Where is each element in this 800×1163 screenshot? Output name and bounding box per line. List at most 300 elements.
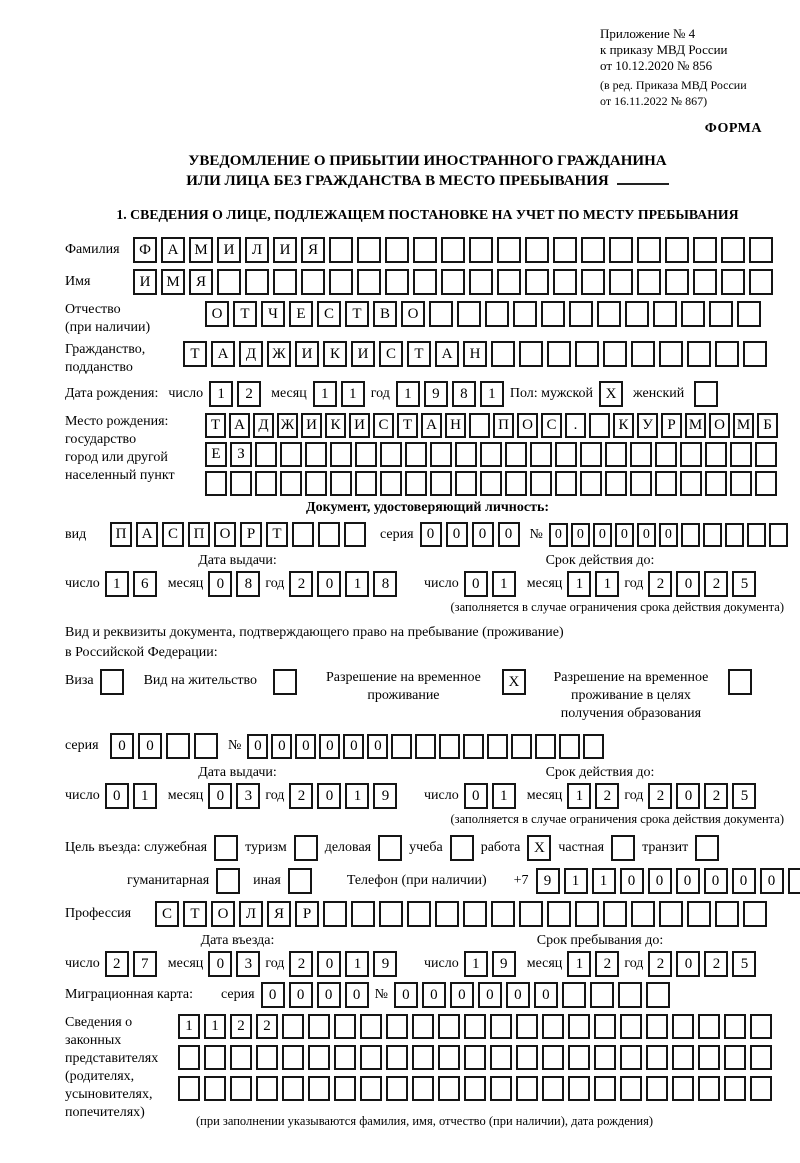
profession-cells[interactable] <box>155 901 767 927</box>
char-cell[interactable] <box>724 1076 746 1101</box>
char-cell[interactable]: 0 <box>464 783 488 809</box>
char-cell[interactable]: 1 <box>564 868 588 894</box>
char-cell[interactable] <box>429 301 453 327</box>
char-cell[interactable] <box>386 1014 408 1039</box>
char-cell[interactable]: В <box>373 301 397 327</box>
char-cell[interactable] <box>575 901 599 927</box>
char-cell[interactable]: 0 <box>110 733 134 759</box>
char-cell[interactable]: М <box>161 269 185 295</box>
char-cell[interactable]: 1 <box>341 381 365 407</box>
char-cell[interactable]: Т <box>233 301 257 327</box>
char-cell[interactable] <box>575 341 599 367</box>
char-cell[interactable]: И <box>349 413 370 438</box>
char-cell[interactable] <box>698 1076 720 1101</box>
char-cell[interactable] <box>405 471 427 496</box>
char-cell[interactable]: П <box>110 522 132 547</box>
char-cell[interactable] <box>750 1014 772 1039</box>
char-cell[interactable] <box>511 734 532 759</box>
char-cell[interactable] <box>555 442 577 467</box>
doc-valid-month-cells[interactable] <box>567 571 619 597</box>
char-cell[interactable] <box>698 1014 720 1039</box>
char-cell[interactable]: 8 <box>373 571 397 597</box>
char-cell[interactable]: Е <box>289 301 313 327</box>
char-cell[interactable]: К <box>323 341 347 367</box>
char-cell[interactable] <box>469 413 490 438</box>
char-cell[interactable] <box>469 269 493 295</box>
char-cell[interactable] <box>542 1045 564 1070</box>
char-cell[interactable] <box>305 442 327 467</box>
rvp-valid-month-cells[interactable] <box>567 783 619 809</box>
char-cell[interactable]: 2 <box>704 951 728 977</box>
char-cell[interactable] <box>694 381 718 407</box>
char-cell[interactable] <box>646 1076 668 1101</box>
char-cell[interactable] <box>441 237 465 263</box>
char-cell[interactable]: Н <box>445 413 466 438</box>
char-cell[interactable] <box>609 269 633 295</box>
char-cell[interactable] <box>282 1045 304 1070</box>
char-cell[interactable] <box>329 269 353 295</box>
entry-month-cells[interactable] <box>208 951 260 977</box>
char-cell[interactable]: С <box>162 522 184 547</box>
char-cell[interactable]: 0 <box>446 522 468 547</box>
char-cell[interactable] <box>625 301 649 327</box>
char-cell[interactable] <box>469 237 493 263</box>
char-cell[interactable] <box>637 237 661 263</box>
rvp-issue-year-cells[interactable] <box>289 783 397 809</box>
char-cell[interactable] <box>737 301 761 327</box>
char-cell[interactable]: 2 <box>289 783 313 809</box>
char-cell[interactable]: 0 <box>367 734 388 759</box>
char-cell[interactable] <box>194 733 218 759</box>
char-cell[interactable] <box>516 1014 538 1039</box>
char-cell[interactable] <box>230 1045 252 1070</box>
char-cell[interactable] <box>703 523 722 547</box>
char-cell[interactable] <box>438 1045 460 1070</box>
char-cell[interactable] <box>568 1045 590 1070</box>
char-cell[interactable]: 7 <box>133 951 157 977</box>
char-cell[interactable] <box>230 471 252 496</box>
char-cell[interactable] <box>505 471 527 496</box>
char-cell[interactable] <box>480 471 502 496</box>
char-cell[interactable]: Т <box>205 413 226 438</box>
char-cell[interactable] <box>541 301 565 327</box>
char-cell[interactable] <box>631 341 655 367</box>
char-cell[interactable] <box>681 301 705 327</box>
char-cell[interactable] <box>166 733 190 759</box>
char-cell[interactable] <box>788 868 800 894</box>
char-cell[interactable] <box>655 442 677 467</box>
char-cell[interactable]: 2 <box>704 571 728 597</box>
char-cell[interactable] <box>530 442 552 467</box>
char-cell[interactable]: А <box>421 413 442 438</box>
char-cell[interactable] <box>594 1076 616 1101</box>
char-cell[interactable] <box>555 471 577 496</box>
char-cell[interactable]: 5 <box>732 951 756 977</box>
char-cell[interactable] <box>681 523 700 547</box>
char-cell[interactable]: 0 <box>506 982 530 1008</box>
char-cell[interactable] <box>525 269 549 295</box>
char-cell[interactable] <box>205 471 227 496</box>
temp-residence-edu-checkbox[interactable] <box>728 669 752 695</box>
char-cell[interactable]: X <box>599 381 623 407</box>
char-cell[interactable] <box>705 471 727 496</box>
char-cell[interactable] <box>380 442 402 467</box>
char-cell[interactable]: А <box>435 341 459 367</box>
char-cell[interactable] <box>580 442 602 467</box>
char-cell[interactable] <box>282 1014 304 1039</box>
char-cell[interactable] <box>730 471 752 496</box>
char-cell[interactable]: X <box>527 835 551 861</box>
sex-male-checkbox[interactable] <box>599 381 623 407</box>
char-cell[interactable] <box>273 669 297 695</box>
birth-year-cells[interactable] <box>396 381 504 407</box>
stay-month-cells[interactable] <box>567 951 619 977</box>
char-cell[interactable] <box>631 901 655 927</box>
char-cell[interactable]: 0 <box>289 982 313 1008</box>
char-cell[interactable]: 1 <box>313 381 337 407</box>
char-cell[interactable] <box>513 301 537 327</box>
char-cell[interactable]: Т <box>266 522 288 547</box>
char-cell[interactable]: 0 <box>317 783 341 809</box>
char-cell[interactable] <box>178 1045 200 1070</box>
char-cell[interactable] <box>386 1076 408 1101</box>
char-cell[interactable] <box>655 471 677 496</box>
char-cell[interactable]: 0 <box>208 951 232 977</box>
char-cell[interactable] <box>245 269 269 295</box>
char-cell[interactable] <box>413 269 437 295</box>
char-cell[interactable] <box>530 471 552 496</box>
char-cell[interactable] <box>214 835 238 861</box>
birthplace-cells-row3[interactable] <box>205 471 778 496</box>
doc-valid-day-cells[interactable] <box>464 571 516 597</box>
char-cell[interactable] <box>715 901 739 927</box>
char-cell[interactable] <box>412 1076 434 1101</box>
char-cell[interactable]: М <box>685 413 706 438</box>
char-cell[interactable] <box>405 442 427 467</box>
char-cell[interactable]: 1 <box>492 571 516 597</box>
char-cell[interactable] <box>581 269 605 295</box>
char-cell[interactable]: 2 <box>105 951 129 977</box>
char-cell[interactable]: М <box>189 237 213 263</box>
char-cell[interactable] <box>505 442 527 467</box>
char-cell[interactable]: И <box>301 413 322 438</box>
purpose-tourism-checkbox[interactable] <box>294 835 318 861</box>
char-cell[interactable]: 2 <box>237 381 261 407</box>
char-cell[interactable]: Ж <box>277 413 298 438</box>
char-cell[interactable] <box>280 471 302 496</box>
mig-series-cells[interactable] <box>261 982 369 1008</box>
birth-month-cells[interactable] <box>313 381 365 407</box>
char-cell[interactable] <box>308 1045 330 1070</box>
char-cell[interactable]: 1 <box>345 783 369 809</box>
char-cell[interactable]: 0 <box>464 571 488 597</box>
purpose-business-checkbox[interactable] <box>378 835 402 861</box>
char-cell[interactable]: 0 <box>271 734 292 759</box>
char-cell[interactable] <box>491 901 515 927</box>
rvp-number-cells[interactable] <box>247 734 604 759</box>
char-cell[interactable] <box>441 269 465 295</box>
char-cell[interactable]: О <box>214 522 236 547</box>
char-cell[interactable]: Л <box>239 901 263 927</box>
char-cell[interactable] <box>351 901 375 927</box>
char-cell[interactable] <box>603 901 627 927</box>
entry-year-cells[interactable] <box>289 951 397 977</box>
char-cell[interactable] <box>705 442 727 467</box>
char-cell[interactable] <box>620 1045 642 1070</box>
char-cell[interactable] <box>687 901 711 927</box>
char-cell[interactable] <box>255 471 277 496</box>
char-cell[interactable] <box>693 269 717 295</box>
char-cell[interactable] <box>568 1076 590 1101</box>
char-cell[interactable] <box>581 237 605 263</box>
char-cell[interactable]: 9 <box>536 868 560 894</box>
char-cell[interactable] <box>412 1045 434 1070</box>
doc-issue-month-cells[interactable] <box>208 571 260 597</box>
char-cell[interactable]: 0 <box>620 868 644 894</box>
char-cell[interactable] <box>611 835 635 861</box>
char-cell[interactable] <box>308 1076 330 1101</box>
visa-checkbox[interactable] <box>100 669 124 695</box>
char-cell[interactable] <box>597 301 621 327</box>
char-cell[interactable] <box>603 341 627 367</box>
char-cell[interactable] <box>323 901 347 927</box>
char-cell[interactable]: Т <box>183 341 207 367</box>
char-cell[interactable]: Т <box>345 301 369 327</box>
char-cell[interactable] <box>412 1014 434 1039</box>
char-cell[interactable]: 0 <box>704 868 728 894</box>
char-cell[interactable] <box>755 442 777 467</box>
char-cell[interactable] <box>334 1045 356 1070</box>
char-cell[interactable]: И <box>133 269 157 295</box>
char-cell[interactable]: Н <box>463 341 487 367</box>
char-cell[interactable]: О <box>517 413 538 438</box>
char-cell[interactable] <box>380 471 402 496</box>
char-cell[interactable] <box>490 1076 512 1101</box>
char-cell[interactable]: 8 <box>236 571 260 597</box>
char-cell[interactable] <box>743 341 767 367</box>
char-cell[interactable]: С <box>379 341 403 367</box>
char-cell[interactable]: 0 <box>659 523 678 547</box>
char-cell[interactable]: 0 <box>472 522 494 547</box>
char-cell[interactable]: Ч <box>261 301 285 327</box>
char-cell[interactable]: И <box>273 237 297 263</box>
char-cell[interactable] <box>687 341 711 367</box>
char-cell[interactable] <box>519 901 543 927</box>
char-cell[interactable]: 1 <box>567 783 591 809</box>
char-cell[interactable]: Б <box>757 413 778 438</box>
char-cell[interactable] <box>646 1045 668 1070</box>
char-cell[interactable] <box>255 442 277 467</box>
char-cell[interactable]: О <box>205 301 229 327</box>
char-cell[interactable] <box>480 442 502 467</box>
char-cell[interactable]: А <box>229 413 250 438</box>
citizenship-cells[interactable] <box>183 341 767 367</box>
stay-day-cells[interactable] <box>464 951 516 977</box>
char-cell[interactable] <box>379 901 403 927</box>
char-cell[interactable] <box>280 442 302 467</box>
char-cell[interactable] <box>637 269 661 295</box>
char-cell[interactable] <box>721 269 745 295</box>
char-cell[interactable]: 0 <box>676 868 700 894</box>
char-cell[interactable]: Я <box>267 901 291 927</box>
char-cell[interactable]: Т <box>397 413 418 438</box>
char-cell[interactable] <box>344 522 366 547</box>
char-cell[interactable] <box>329 237 353 263</box>
char-cell[interactable] <box>491 341 515 367</box>
char-cell[interactable] <box>769 523 788 547</box>
char-cell[interactable] <box>204 1076 226 1101</box>
char-cell[interactable]: У <box>637 413 658 438</box>
char-cell[interactable]: 0 <box>317 982 341 1008</box>
char-cell[interactable]: И <box>351 341 375 367</box>
char-cell[interactable] <box>217 269 241 295</box>
char-cell[interactable]: 0 <box>571 523 590 547</box>
representatives-cells-row3[interactable] <box>178 1076 772 1101</box>
char-cell[interactable]: О <box>709 413 730 438</box>
char-cell[interactable]: Т <box>407 341 431 367</box>
char-cell[interactable] <box>294 835 318 861</box>
char-cell[interactable] <box>204 1045 226 1070</box>
char-cell[interactable] <box>535 734 556 759</box>
char-cell[interactable]: 1 <box>204 1014 226 1039</box>
char-cell[interactable]: 0 <box>593 523 612 547</box>
char-cell[interactable]: 1 <box>492 783 516 809</box>
purpose-official-checkbox[interactable] <box>214 835 238 861</box>
char-cell[interactable]: 0 <box>420 522 442 547</box>
purpose-humanitarian-checkbox[interactable] <box>216 868 240 894</box>
char-cell[interactable] <box>568 1014 590 1039</box>
char-cell[interactable] <box>659 341 683 367</box>
purpose-other-checkbox[interactable] <box>288 868 312 894</box>
char-cell[interactable] <box>569 301 593 327</box>
char-cell[interactable] <box>100 669 124 695</box>
doc-valid-year-cells[interactable] <box>648 571 756 597</box>
char-cell[interactable]: 0 <box>295 734 316 759</box>
char-cell[interactable]: 0 <box>534 982 558 1008</box>
char-cell[interactable] <box>415 734 436 759</box>
char-cell[interactable] <box>547 901 571 927</box>
char-cell[interactable] <box>216 868 240 894</box>
rvp-valid-day-cells[interactable] <box>464 783 516 809</box>
patronymic-cells[interactable] <box>205 301 761 327</box>
char-cell[interactable] <box>589 413 610 438</box>
char-cell[interactable]: 0 <box>549 523 568 547</box>
char-cell[interactable]: 9 <box>492 951 516 977</box>
char-cell[interactable]: 0 <box>732 868 756 894</box>
char-cell[interactable]: 1 <box>133 783 157 809</box>
char-cell[interactable] <box>547 341 571 367</box>
char-cell[interactable]: 2 <box>256 1014 278 1039</box>
char-cell[interactable] <box>273 269 297 295</box>
char-cell[interactable] <box>680 442 702 467</box>
char-cell[interactable] <box>490 1014 512 1039</box>
char-cell[interactable]: 0 <box>760 868 784 894</box>
char-cell[interactable] <box>594 1045 616 1070</box>
char-cell[interactable] <box>497 269 521 295</box>
char-cell[interactable]: 1 <box>567 571 591 597</box>
char-cell[interactable] <box>605 471 627 496</box>
char-cell[interactable]: М <box>733 413 754 438</box>
char-cell[interactable]: Р <box>661 413 682 438</box>
char-cell[interactable]: 0 <box>394 982 418 1008</box>
char-cell[interactable] <box>450 835 474 861</box>
char-cell[interactable] <box>709 301 733 327</box>
char-cell[interactable]: О <box>211 901 235 927</box>
rvp-series-cells[interactable] <box>110 733 218 759</box>
char-cell[interactable]: Р <box>240 522 262 547</box>
char-cell[interactable]: Д <box>239 341 263 367</box>
char-cell[interactable] <box>439 734 460 759</box>
char-cell[interactable] <box>360 1076 382 1101</box>
char-cell[interactable] <box>438 1014 460 1039</box>
char-cell[interactable] <box>330 471 352 496</box>
rvp-valid-year-cells[interactable] <box>648 783 756 809</box>
char-cell[interactable]: 6 <box>133 571 157 597</box>
char-cell[interactable] <box>672 1014 694 1039</box>
char-cell[interactable]: 2 <box>595 951 619 977</box>
char-cell[interactable]: Ж <box>267 341 291 367</box>
char-cell[interactable]: 5 <box>732 783 756 809</box>
representatives-cells-row2[interactable] <box>178 1045 772 1070</box>
char-cell[interactable] <box>698 1045 720 1070</box>
char-cell[interactable] <box>715 341 739 367</box>
char-cell[interactable] <box>464 1045 486 1070</box>
char-cell[interactable] <box>542 1076 564 1101</box>
char-cell[interactable] <box>562 982 586 1008</box>
temp-residence-checkbox[interactable] <box>502 669 526 695</box>
residence-permit-checkbox[interactable] <box>273 669 297 695</box>
char-cell[interactable]: 2 <box>704 783 728 809</box>
char-cell[interactable] <box>583 734 604 759</box>
char-cell[interactable]: С <box>155 901 179 927</box>
char-cell[interactable] <box>288 868 312 894</box>
char-cell[interactable] <box>721 237 745 263</box>
char-cell[interactable]: А <box>161 237 185 263</box>
char-cell[interactable]: 0 <box>105 783 129 809</box>
char-cell[interactable]: 0 <box>345 982 369 1008</box>
char-cell[interactable]: 0 <box>208 571 232 597</box>
phone-cells[interactable] <box>536 868 800 894</box>
char-cell[interactable]: X <box>502 669 526 695</box>
char-cell[interactable]: З <box>230 442 252 467</box>
entry-day-cells[interactable] <box>105 951 157 977</box>
char-cell[interactable] <box>672 1045 694 1070</box>
char-cell[interactable] <box>620 1014 642 1039</box>
char-cell[interactable]: 0 <box>317 571 341 597</box>
char-cell[interactable] <box>653 301 677 327</box>
char-cell[interactable] <box>490 1045 512 1070</box>
char-cell[interactable] <box>463 734 484 759</box>
purpose-work-checkbox[interactable] <box>527 835 551 861</box>
char-cell[interactable]: Е <box>205 442 227 467</box>
char-cell[interactable]: . <box>565 413 586 438</box>
char-cell[interactable] <box>516 1076 538 1101</box>
char-cell[interactable]: 5 <box>732 571 756 597</box>
char-cell[interactable] <box>385 237 409 263</box>
birthplace-cells-row2[interactable] <box>205 442 778 467</box>
char-cell[interactable]: 0 <box>261 982 285 1008</box>
char-cell[interactable] <box>672 1076 694 1101</box>
char-cell[interactable]: 9 <box>424 381 448 407</box>
char-cell[interactable]: 0 <box>247 734 268 759</box>
char-cell[interactable] <box>695 835 719 861</box>
char-cell[interactable] <box>630 471 652 496</box>
char-cell[interactable]: 0 <box>422 982 446 1008</box>
char-cell[interactable]: 2 <box>595 783 619 809</box>
char-cell[interactable] <box>594 1014 616 1039</box>
char-cell[interactable] <box>256 1076 278 1101</box>
char-cell[interactable] <box>542 1014 564 1039</box>
